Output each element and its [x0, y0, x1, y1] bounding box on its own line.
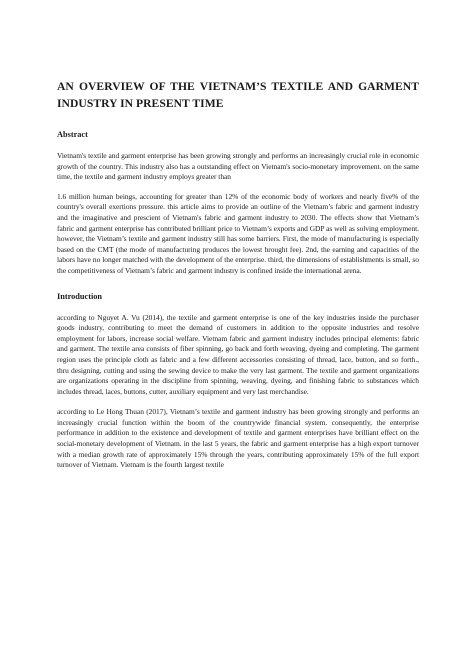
abstract-section	[57, 129, 419, 277]
introduction-paragraph-1: according to Nguyet A. Vu (2014), the textile and garment enterprise is one of the key industries inside the purchaser goods industry, contributing to meet the demand of customers in addition to the opposite industries and resolve employment for labors, increase social welfare. Vietnam fabric and garment industry includes principal elements: fabric and garment. The textile area consists of fiber spinning, go back and forth weaving, dyeing and completing. The garment region uses the principle cloth as fabric and a few different accessories consisting of thread, lace, button, and so forth., thru designing, cutting and using the sewing device to make the very last garment. The textile and garment organizations are organizations operating in the discipline from spinning, weaving, dyeing, and finishing fabric to substances which includes thread, laces, buttons, cutter, auxiliary equipment and very last merchandise.	[57, 312, 419, 396]
document-title: AN OVERVIEW OF THE VIETNAM’S TEXTILE AND GARMENT INDUSTRY IN PRESENT TIME	[57, 80, 419, 110]
introduction-paragraph-2: according to Le Hong Thuan (2017), Vietnam’s textile and garment industry has been growing strongly and performs an increasingly crucial function within the boom of the countrywide financial system. consequently, the enterprise performance in addition to the existence and development of textile and garment enterprises have brilliant effect on the social-monetary development of Vietnam. in the last 5 years, the fabric and garment enterprise has a high export turnover with a median growth rate of approximately 15% through the years, contributing approximately 15% of the full export turnover of Vietnam. Vietnam is the fourth largest textile	[57, 407, 419, 470]
document-title-block	[57, 78, 419, 112]
abstract-paragraph-1: Vietnam's textile and garment enterprise has been growing strongly and performs an increasingly crucial role in economic growth of the country. This industry also has a outstanding effect on Vietnam's socio-monetary improvement. on the same time, the textile and garment industry employs greater than	[57, 151, 419, 182]
introduction-section	[57, 291, 419, 471]
abstract-paragraph-2: 1.6 million human beings, accounting for greater than 12% of the economic body of workers and nearly five% of the country's overall exertions pressure. this article aims to provide an outline of the Vietnam’s fabric and garment industry and the imaginative and prescient of Vietnam's fabric and garment industry to 2030. The effects show that Vietnam’s fabric and garment enterprise has contributed brilliant price to Vietnam’s exports and GDP as well as solving employment. however, the Vietnam’s textile and garment industry still has some barriers. First, the mode of manufacturing is especially based on the CMT (the mode of manufacturing produces the lowest brought fee). 2nd, the earning and capacities of the labors have no longer matched with the development of the enterprise. third, the dimensions of establishments is small, so the competitiveness of Vietnam’s fabric and garment industry is confined inside the international arena.	[57, 191, 419, 275]
abstract-heading: Abstract	[57, 130, 88, 139]
introduction-heading: Introduction	[57, 291, 103, 301]
document-page	[57, 78, 419, 471]
